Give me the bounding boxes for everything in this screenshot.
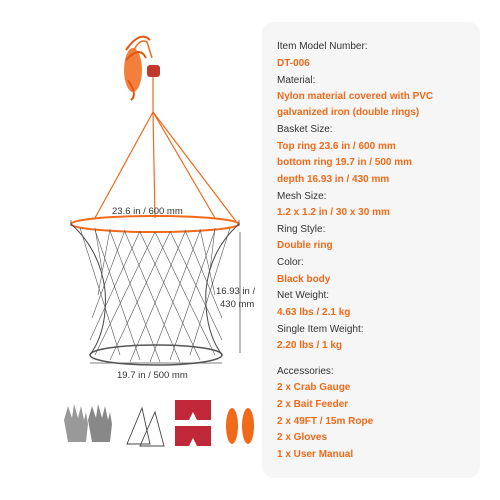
- crab-gauge-icon: [175, 400, 211, 446]
- ring-value: Double ring: [277, 240, 333, 251]
- float-icon: [147, 65, 160, 77]
- ring-label: Ring Style:: [277, 224, 326, 235]
- accessories-label: Accessories:: [277, 366, 334, 377]
- basket-value-2: bottom ring 19.7 in / 500 mm: [277, 157, 413, 168]
- basket-value-1: Top ring 23.6 in / 600 mm: [277, 141, 396, 152]
- material-value-1: Nylon material covered with PVC: [277, 91, 434, 102]
- basket-value-3: depth 16.93 in / 430 mm: [277, 174, 390, 185]
- bottom-ring: [90, 345, 222, 365]
- top-ring-dimension: 23.6 in / 600 mm: [112, 206, 183, 217]
- single-weight-value: 2.20 lbs / 1 kg: [277, 340, 343, 351]
- mesh-value: 1.2 x 1.2 in / 30 x 30 mm: [277, 207, 390, 218]
- top-ring: [71, 216, 239, 232]
- bait-feeder-icon: [127, 408, 164, 446]
- hanging-ropes: [95, 77, 238, 224]
- accessory-rope: 2 x 49FT / 15m Rope: [277, 416, 374, 427]
- rope-icon: [226, 408, 254, 444]
- model-label: Item Model Number:: [277, 41, 368, 52]
- gloves-icon: [64, 404, 112, 442]
- accessory-crab-gauge: 2 x Crab Gauge: [277, 382, 351, 393]
- net-mesh: [80, 228, 230, 362]
- height-dimension-line2: 430 mm: [220, 299, 255, 310]
- bottom-ring-dimension: 19.7 in / 500 mm: [117, 370, 188, 381]
- color-label: Color:: [277, 257, 304, 268]
- accessory-bait-feeder: 2 x Bait Feeder: [277, 399, 349, 410]
- material-label: Material:: [277, 75, 316, 86]
- basket-label: Basket Size:: [277, 124, 333, 135]
- color-value: Black body: [277, 274, 331, 285]
- accessory-gloves: 2 x Gloves: [277, 432, 328, 443]
- height-dimension-line1: 16.93 in /: [216, 286, 256, 297]
- accessory-user-manual: 1 x User Manual: [277, 449, 354, 460]
- net-weight-value: 4.63 lbs / 2.1 kg: [277, 307, 351, 318]
- net-weight-label: Net Weight:: [277, 290, 330, 301]
- mesh-label: Mesh Size:: [277, 191, 327, 202]
- single-weight-label: Single Item Weight:: [277, 324, 364, 335]
- material-value-2: galvanized iron (double rings): [277, 107, 420, 118]
- model-value: DT-006: [277, 58, 310, 69]
